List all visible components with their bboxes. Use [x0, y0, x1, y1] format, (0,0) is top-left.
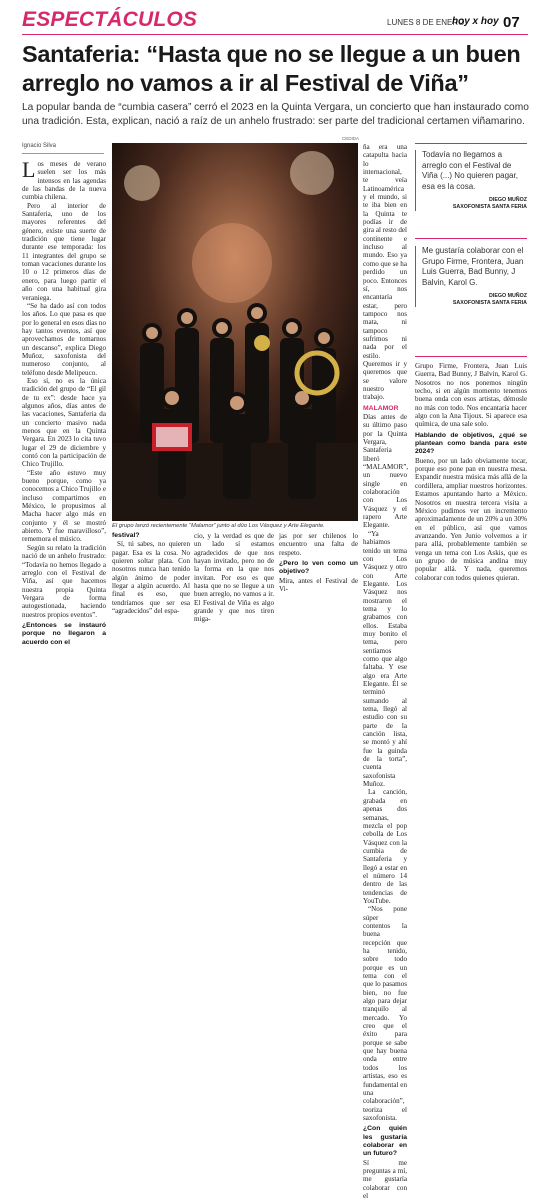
- paragraph: Días antes de su último paso por la Quinta Vergara, Santaferia liberó “MALAMOR”, un nuevo single en colaboración con Los Vásquez y el rapero Arte Elegante.: [363, 413, 409, 530]
- band-photo: [112, 143, 358, 521]
- quote-divider: [415, 356, 527, 357]
- interview-question: festival?: [112, 532, 140, 539]
- paragraph: jas por ser chilenos lo encuentro una falta de respeto.: [279, 532, 358, 557]
- interview-question: ¿Con quién les gustaría colaborar en un futuro?: [363, 1125, 407, 1158]
- drop-cap: L: [22, 157, 36, 182]
- issue-date: LUNES 8 DE ENERO: [387, 18, 465, 27]
- paragraph: Pero al interior de Santaferia, uno de los mayores referentes del género, existe una suerte de tradición que tiene lugar durante ese temporada: los 11 integrantes del grupo se toman vacaciones durante los 10 o 12 primeros días de enero, para luego partir el año con una habitual gira veraniega.: [22, 201, 106, 302]
- headline: Santaferia: “Hasta que no se llegue a un buen arreglo no vamos a ir al Festival de Viña”: [22, 41, 521, 96]
- pull-quote-author: DIEGO MUÑOZ SAXOFONISTA SANTA FERIA: [452, 293, 527, 306]
- paragraph: La canción, grabada en apenas dos semanas, mezcla el pop cebolla de Los Vásquez con la cumbia de Santaferia y llegó a estar en el número 14 dentro de las tendencias de YouTube.: [363, 788, 407, 905]
- paragraph: “Ya habíamos tenido un tema con Los Vásquez y otro con Arte Elegante. Los Vásquez nos mostraron el tema y lo grabamos con ellos. Estaba muy bonito el tema, pero sentíamos como que algo faltaba. Y ese algo era Arte Elegante. Él se terminó sumando al tema, llegó al estudio con su parte de la canción lista, se montó y ahí fue la guinda de la torta”, cuenta saxofonista Muñoz.: [363, 529, 407, 789]
- paragraph: Mira, antes el Festival de Vi-: [279, 576, 358, 594]
- interview-question: ¿Pero lo ven como un objetivo?: [279, 560, 358, 576]
- pull-quote-text: Todavía no llegamos a arreglo con el Festival de Viña (...) No quieren pagar, esa es la cosa.: [422, 150, 518, 191]
- quote-divider: [415, 238, 527, 239]
- page-number: 07: [503, 14, 520, 31]
- photo-caption: El grupo lanzó recientemente “Malamor” junto al dúo Los Vásquez y Arte Elegante.: [112, 523, 325, 529]
- byline-divider: [22, 153, 104, 154]
- quote-divider: [415, 143, 527, 144]
- section-title: ESPECTÁCULOS: [22, 8, 198, 31]
- paragraph: Eso sí, no es la única tradición del grupo de “El gil de tu ex”: desde hace ya algunos años, días antes de las vacaciones, Santaferia da un concierto masivo nada menos que en la Quinta Vergara. En 2023 lo cita tuvo lugar el 29 de diciembre y contó con la participación de Chico Trujillo.: [22, 376, 106, 469]
- pull-quote-author: DIEGO MUÑOZ SAXOFONISTA SANTA FERIA: [452, 197, 527, 210]
- paragraph: “Se ha dado así con todos los años. Lo que pasa es que por lo general en esos días no hay tantos eventos, así que aprovechamos de tomarnos un descanso”, explica Diego Muñoz, saxofonista del numeroso conjunto, al teléfono desde Melipeuco.: [22, 301, 106, 377]
- paragraph: “Nos pone súper contentos la buena recepción que ha tenido, sobre todo porque es un tema con el que lo pasamos bien, no fue algo para dejar tranquilo al mercado. Yo creo que el éxito para porque se sabe que hay buena onda entre todos los artistas, eso es fundamental en una colaboración”, teoriza el saxofonista.: [363, 905, 407, 1122]
- newspaper-logo: hoy x hoy: [452, 16, 499, 27]
- paragraph: Sí me preguntas a mí, me gustaría colaborar con el: [363, 1158, 407, 1200]
- header-divider: [22, 34, 528, 35]
- column-4: [279, 532, 358, 618]
- paragraph: Grupo Firme, Frontera, Juan Luis Guerra, Bad Bunny, J Balvin, Karol G. Nosotros no nos ponemos ningún techo, si en algún momento tenemos buena onda con esos artistas, démosle no más con todo. Nos encantaría hacer algo con la Ana Tijoux. Si aparece esa química, de una sale solo.: [415, 362, 527, 429]
- paragraph: Bueno, por un lado obviamente tocar, porque eso pone pan en nuestra mesa. Expandir nuestra música más allá de la cordillera, ampliar nuestros horizontes. Estamos apuntando harto a México. Nosotros en nuestra tercera visita a México pudimos ver un incremento aproximadamente de un 20% a un 30% en el público, así que vamos avanzando. Yen Junio volvemos a ir para allá, probablemente también se venga un tema con Los Askis, que es un grupo de música andina muy popular allá. Y nada, queremos colaborar con todos quienes quieran.: [415, 456, 527, 582]
- subheading: MALAMOR: [363, 404, 399, 412]
- column-5: [363, 143, 409, 1200]
- pull-quote-2: [415, 246, 527, 307]
- paragraph: Sí, tú sabes, no quieren pagar. Esa es la cosa. No quieren soltar plata. Con nosotros nunca han tenido algún ánimo de poder llegar a algún acuerdo. Al final es eso, que tendríamos que ser esa “agradecidos” del espa-: [112, 540, 190, 616]
- interview-question: Hablando de objetivos, ¿qué se plantean como banda para este 2024?: [415, 431, 527, 456]
- photo-credit: CEDIDA: [342, 136, 360, 141]
- paragraph: “Este año estuvo muy bueno porque, como ya conocemos a Chico Trujillo e incluso compartimos en México, le propusimos al Macha hacer algo más en conjunto y él se mostró abierto. Y fue maravilloso”, rememora el músico.: [22, 468, 106, 544]
- lede: La popular banda de “cumbia casera” cerró el 2023 en la Quinta Vergara, un concierto que han instaurado como una tradición. Esta, explican, nació a raíz de un anhelo frustrado: ser parte del tradicional certamen viñamarino.: [22, 102, 529, 127]
- paragraph: ña era una catapulta hacia lo internacional, te veía Latinoamérica y el mundo, si te iba bien en la Quinta te podías ir de gira al resto del continente e incluso al mundo. Eso ya como que se ha perdido un poco. Entonces sí, nos encantaría estar, pero tampoco nos mata, ni tampoco sufrimos ni nada por el estilo. Queremos ir y queremos que se valore nuestro trabajo.: [363, 143, 407, 402]
- interview-question: ¿Entonces se instauró porque no llegaron a acuerdo con el: [22, 621, 106, 646]
- column-2: [112, 532, 190, 618]
- pull-quote-1: [415, 150, 527, 211]
- column-6: [415, 362, 527, 618]
- pull-quote-text: Me gustaría colaborar con el Grupo Firme, Frontera, Juan Luis Guerra, Bad Bunny, J Balvin, Karol G.: [422, 246, 524, 287]
- paragraph: cio, y la verdad es que de un lado sí estamos agradecidos de que nos hayan invitado, pero no de la forma en la que nos invitan. Por eso es que hasta que no se llegue a un buen arreglo, no vamos a ir. El Festival de Viña es algo grande y que nos tiren miga-: [194, 532, 274, 624]
- paragraph: Los meses de verano suelen ser los más intensos en las agendas de las bandas de la nueva cumbia chilena.: [22, 157, 106, 202]
- band-photo-illustration: [112, 143, 358, 521]
- paragraph: Según su relato la tradición nació de un anhelo frustrado: “Todavía no hemos llegado a arreglo con el Festival de Viña, así que hacemos nuestra propia Quinta Vergara de forma autogestionada, haciendo nuestros propios eventos”.: [22, 543, 106, 619]
- byline: Ignacio Silva: [22, 143, 57, 149]
- column-3: [194, 532, 274, 624]
- column-1: [22, 157, 106, 646]
